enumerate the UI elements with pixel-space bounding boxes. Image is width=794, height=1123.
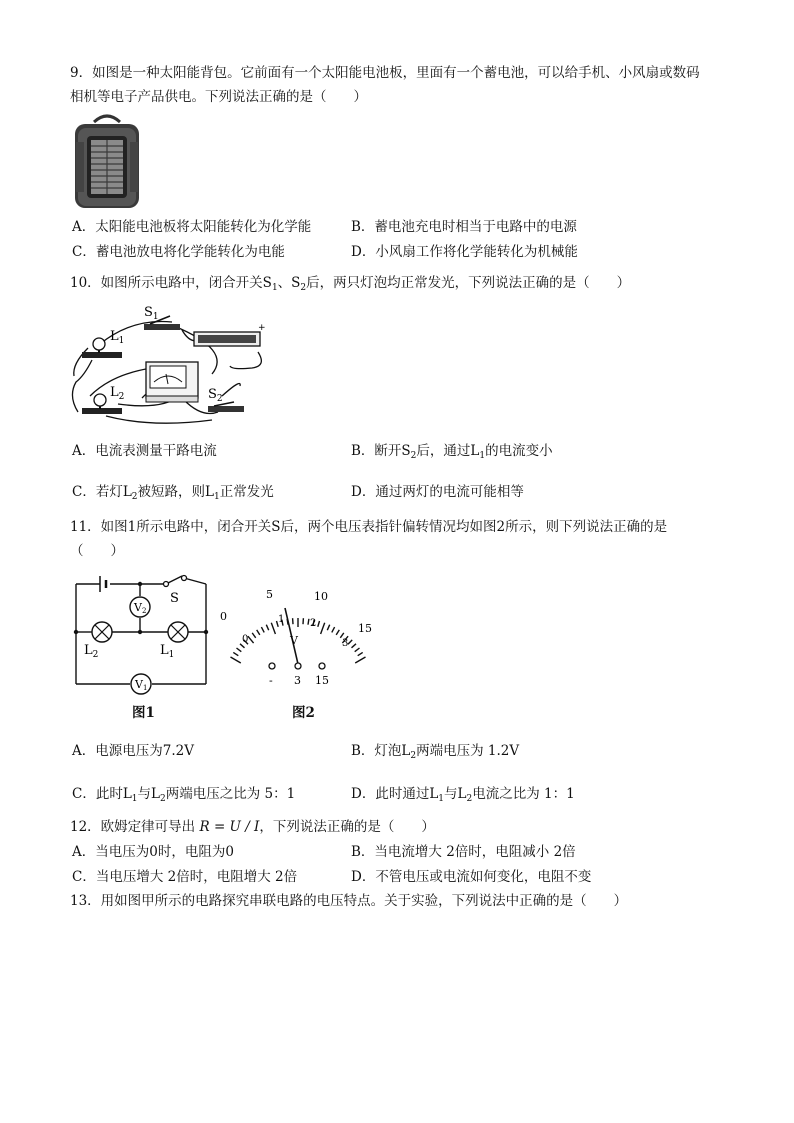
meter-scale-tick <box>261 627 264 632</box>
q9-stem-line2: 相机等电子产品供电。下列说法正确的是（ ） <box>70 89 367 105</box>
meter-scale-tick <box>257 630 260 635</box>
l1-label: $L_1$ <box>110 329 125 346</box>
q10-option-a: A．电流表测量干路电流 <box>72 443 217 459</box>
q11-fig2-caption: 图2 <box>292 705 315 721</box>
meter-scale-tick <box>233 652 238 655</box>
q11-option-a: A．电源电压为7.2V <box>72 743 194 759</box>
terminal-3: 3 <box>294 674 301 687</box>
meter-scale-tick <box>266 625 268 631</box>
q11-stem-line2: （ ） <box>70 543 124 559</box>
q11-option-c: C．此时$L_1$与$L_2$两端电压之比为 5：1 <box>72 786 296 804</box>
meter-outer-10: 10 <box>314 590 328 603</box>
s1-label: $S_1$ <box>144 305 159 322</box>
meter-scale-tick <box>308 619 309 625</box>
meter-inner-1: 1 <box>278 614 285 625</box>
q12-stem: 12．欧姆定律可导出 R = U / I，下列说法正确的是（ ） <box>70 819 435 835</box>
q13-stem: 13．用如图甲所示的电路探究串联电路的电压特点。关于实验，下列说法中正确的是（ ） <box>70 893 628 909</box>
terminal-minus: - <box>269 674 273 687</box>
q11-stem-line1: 11．如图1所示电路中，闭合开关S后，两个电压表指针偏转情况均如图2所示，则下列说法正确的是 <box>70 519 668 535</box>
q11-option-b: B．灯泡$L_2$两端电压为 1.2V <box>351 743 520 761</box>
q12-option-c: C．当电压增大 2倍时，电阻增大 2倍 <box>72 869 298 885</box>
q12-option-a: A．当电压为0时，电阻为0 <box>72 844 234 860</box>
meter-scale-tick <box>231 657 241 663</box>
meter-scale-tick <box>336 630 339 635</box>
svg-text:+: + <box>258 323 266 333</box>
fig1-l1-label: $L_1$ <box>160 643 175 660</box>
meter-inner-2: 2 <box>310 618 317 629</box>
q10-option-d: D．通过两灯的电流可能相等 <box>351 484 524 500</box>
meter-scale-tick <box>355 657 365 663</box>
q9-option-a: A．太阳能电池板将太阳能转化为化学能 <box>72 219 312 235</box>
meter-inner-0: 0 <box>242 634 249 645</box>
meter-inner-3: 3 <box>342 638 349 649</box>
q12-option-d: D．不管电压或电流如何变化，电阻不变 <box>351 869 592 885</box>
q9-option-b: B．蓄电池充电时相当于电路中的电源 <box>351 219 577 235</box>
l2-label: $L_2$ <box>110 385 125 402</box>
ohm-formula: R = U / I <box>199 819 260 835</box>
q12-option-b: B．当电流增大 2倍时，电阻减小 2倍 <box>351 844 576 860</box>
terminal-15: 15 <box>315 674 329 687</box>
meter-scale-tick <box>248 636 254 643</box>
fig1-v2-label: V2 <box>134 601 147 615</box>
q9-option-d: D．小风扇工作将化学能转化为机械能 <box>351 244 578 260</box>
q9-option-c: C．蓄电池放电将化学能转化为电能 <box>72 244 285 260</box>
q11-fig2-voltmeter <box>218 586 378 690</box>
q11-option-d: D．此时通过$L_1$与$L_2$电流之比为 1：1 <box>351 786 575 804</box>
q10-option-b: B．断开$S_2$后，通过$L_1$的电流变小 <box>351 443 553 461</box>
meter-scale-tick <box>327 625 329 631</box>
meter-unit: V <box>290 634 298 647</box>
s2-label: $S_2$ <box>208 387 223 404</box>
q9-stem-line1: 9．如图是一种太阳能背包。它前面有一个太阳能电池板，里面有一个蓄电池，可以给手机、小风扇或数码 <box>70 65 700 81</box>
fig1-l2-label: $L_2$ <box>84 643 99 660</box>
meter-outer-0: 0 <box>220 610 227 623</box>
meter-scale-tick <box>352 644 357 648</box>
meter-scale-tick <box>252 633 256 638</box>
q11-fig1-circuit <box>66 572 216 696</box>
meter-outer-15: 15 <box>358 622 372 635</box>
meter-scale-tick <box>321 623 325 634</box>
meter-scale-tick <box>348 640 352 644</box>
fig1-v1-label: V1 <box>135 678 148 692</box>
meter-scale-tick <box>237 648 242 652</box>
meter-outer-5: 5 <box>266 588 273 601</box>
meter-scale-tick <box>332 627 335 632</box>
solar-backpack-photo <box>72 112 142 210</box>
q10-option-c: C．若灯$L_2$被短路，则$L_1$正常发光 <box>72 484 274 502</box>
meter-scale-tick <box>358 652 363 655</box>
meter-scale-tick <box>318 621 320 627</box>
fig1-switch-label: S <box>170 591 179 606</box>
meter-scale-tick <box>355 648 360 652</box>
q10-circuit-figure <box>62 304 274 426</box>
q11-fig1-caption: 图1 <box>132 705 155 721</box>
q10-stem: 10．如图所示电路中，闭合开关$S_1$、$S_2$后，两只灯泡均正常发光，下列说法正确的是（ ） <box>70 275 631 293</box>
meter-scale-tick <box>271 623 275 634</box>
